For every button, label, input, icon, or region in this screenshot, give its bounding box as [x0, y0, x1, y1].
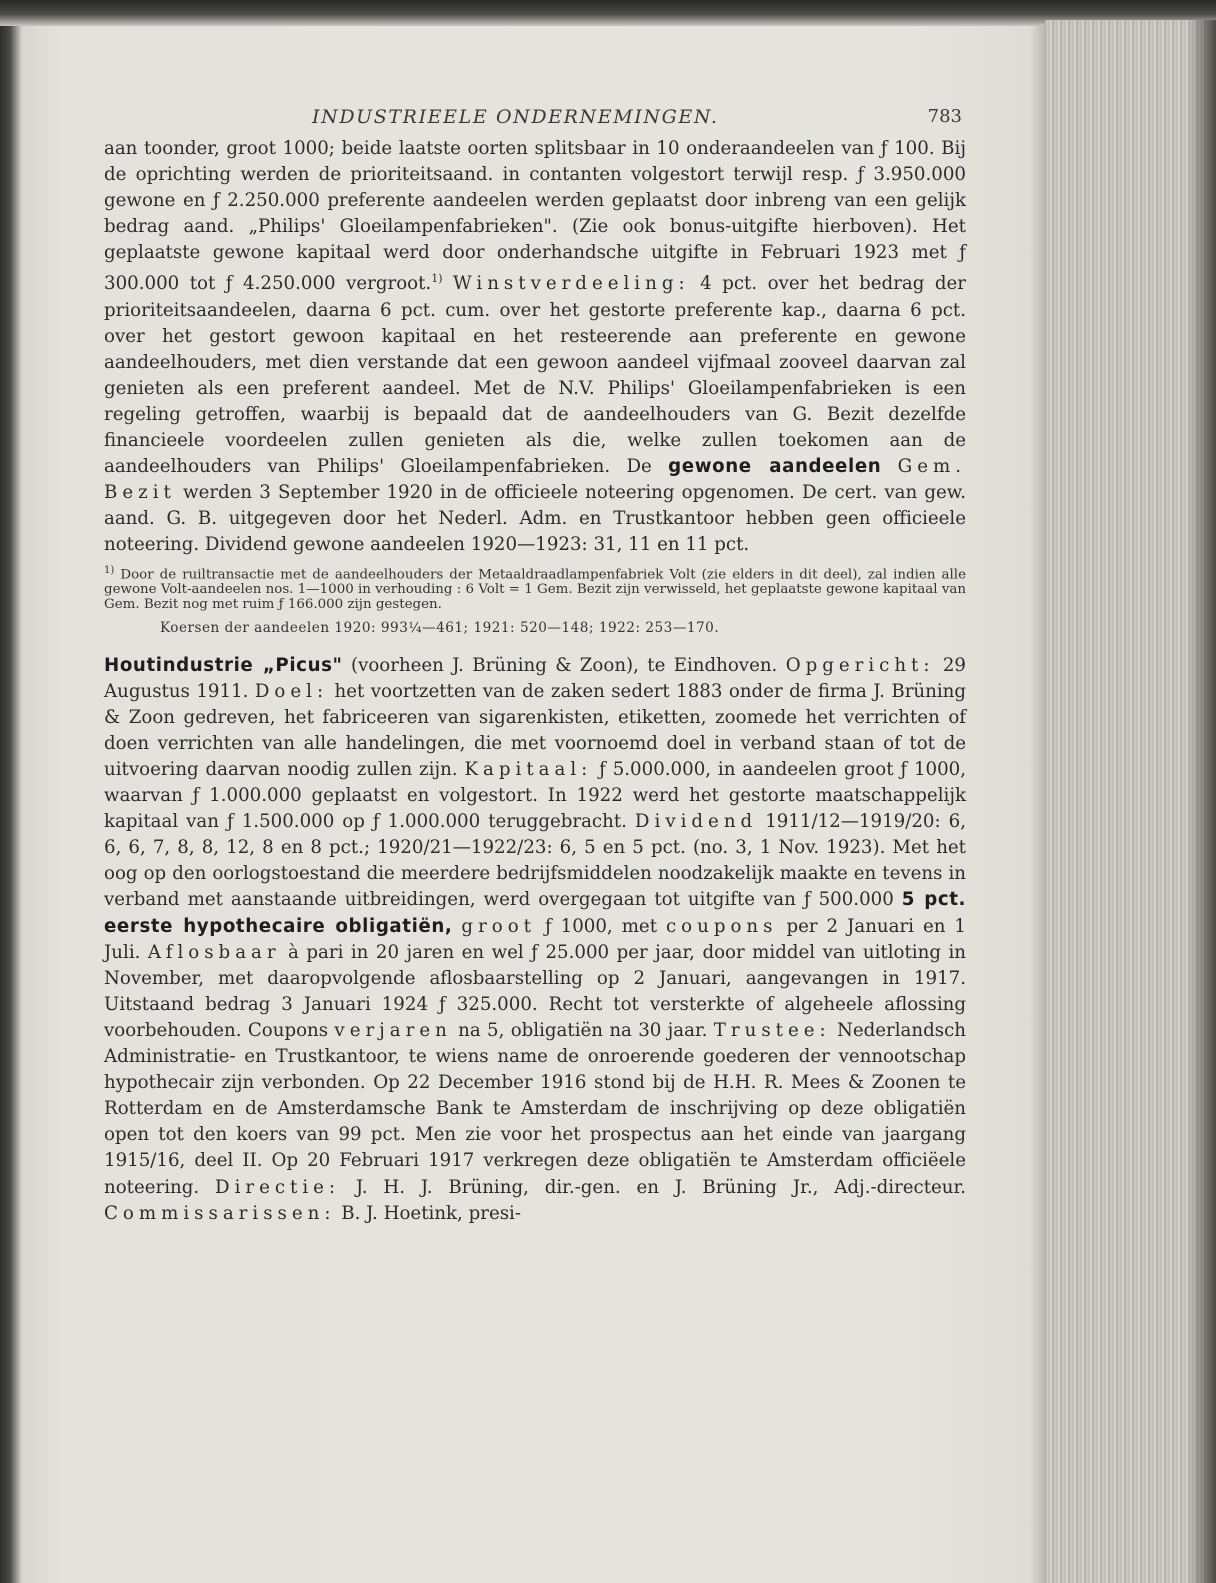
spaced-term-opgericht: Opgericht:: [785, 654, 935, 676]
paragraph-houtindustrie-picus: [104, 653, 966, 1227]
text-run: B. J. Hoetink, presi-: [335, 1202, 522, 1224]
text-run: werden 3 September 1920 in de officieele noteering opgenomen. De cert. van gew. aand. G. B. uitgegeven door het Nederl. Adm. en Trustkantoor hebben geen officieele noteering. Dividend gewone aandeelen 1920—1923: 31, 11 en 11 pct.: [104, 482, 966, 556]
spaced-term-groot: groot: [461, 915, 536, 937]
text-run: per 2 Januari en 1 Juli.: [104, 915, 966, 963]
page-header: [104, 100, 966, 136]
spaced-term-coupons: coupons: [665, 915, 778, 937]
spaced-term-trustee: Trustee:: [713, 1019, 831, 1041]
text-run: J. H. J. Brüning, dir.-gen. en J. Brüning Jr., Adj.-directeur.: [340, 1176, 966, 1198]
spaced-term-winstverdeeling: Winstverdeeling:: [453, 273, 690, 295]
spaced-term-doel: Doel:: [254, 680, 329, 702]
book-page-edges: [1045, 20, 1216, 1583]
text-run: 1911/12—1919/20: 6, 6, 6, 7, 8, 8, 12, 8 en 8 pct.; 1920/21—1922/23: 6, 5 en 5 pct. (no. 3, 1 Nov. 1923). Met het oog op den oorlogstoestand die meerdere bedrijfsmiddelen noodzakelijk maakte en tevens in verband met aanstaande uitbreidingen, werd overgegaan tot uitgifte van ƒ 500.000: [104, 811, 966, 911]
text-run: (voorheen J. Brüning & Zoon), te Eindhoven.: [342, 654, 786, 676]
page-content: [104, 100, 966, 1550]
bold-term-obligatien: 5 pct. eerste hypothecaire obligatiën,: [104, 889, 967, 937]
footnote: [104, 563, 966, 613]
text-run: ƒ 1000, met: [535, 915, 666, 937]
text-run: ƒ 5.000.000, in aandeelen groot ƒ 1000, waarvan ƒ 1.000.000 geplaatst en volgestort. In 1922 werd het gestorte maatschappelijk kapitaal van ƒ 1.500.000 op ƒ 1.000.000 teruggebracht.: [104, 759, 967, 833]
paragraph-gem-bezit: [104, 136, 966, 559]
spaced-term-commissarissen: Commissarissen:: [104, 1202, 336, 1224]
footnote-reference: 1): [431, 272, 443, 286]
running-head: INDUSTRIEELE ONDERNEMINGEN.: [312, 106, 719, 128]
text-run: het voortzetten van de zaken sedert 1883 onder de firma J. Brüning & Zoon gedreven, het fabriceeren van sigarenkisten, etiketten, zoomede het verrichten of doen verrichten van alle handelingen, die met voornoemd doel in verband staan of tot de uitvoering daarvan noodig zullen zijn.: [104, 680, 966, 781]
share-prices-line: Koersen der aandeelen 1920: 993¼—461; 1921: 520—148; 1922: 253—170.: [160, 619, 720, 636]
page-number: 783: [927, 106, 962, 127]
footnote-text: Door de ruiltransactie met de aandeelhouders der Metaaldraadlampenfabriek Volt (zie elders in dit deel), zal indien alle gewone Volt-aandeelen nos. 1—1000 in verhouding : 6 Volt = 1 Gem. Bezit zijn verwisseld, het geplaatste gewone kapitaal van Gem. Bezit nog met ruim ƒ 166.000 zijn gestegen.: [104, 567, 966, 613]
company-name-heading: Houtindustrie „Picus": [104, 654, 343, 676]
spaced-term-gem-bezit: Gem. Bezit: [104, 456, 966, 504]
spaced-term-verjaren: verjaren: [334, 1019, 452, 1041]
spaced-term-dividend: Dividend: [634, 811, 758, 833]
text-run: aan toonder, groot 1000; beide laatste oorten splitsbaar in 10 onderaandeelen van ƒ 100. Bij de oprichting werden de prioriteitsaand. in contanten volgestort terwijl resp. ƒ 3.950.000 gewone en ƒ 2.250.000 preferente aandeelen werden geplaatst door inbreng van een gelijk bedrag aand. „Philips' Gloeilampenfabrieken". (Zie ook bonus-uitgifte hierboven). Het geplaatste gewone kapitaal werd door onderhandsche uitgifte in Februari 1923 met ƒ 300.000 tot ƒ 4.250.000 vergroot.: [104, 138, 966, 295]
spaced-term-kapitaal: Kapitaal:: [464, 759, 593, 781]
footnote-mark: 1): [104, 564, 115, 576]
text-run: 29 Augustus 1911.: [104, 654, 966, 702]
spaced-term-directie: Directie:: [215, 1176, 341, 1198]
spaced-term-aflosbaar: Aflosbaar: [147, 941, 281, 963]
text-run: 4 pct. over het bedrag der prioriteitsaandeelen, daarna 6 pct. cum. over het gestorte preferente kap., daarna 6 pct. over het gestort gewoon kapitaal en het resteerende aan preferente en gewone aandeelhouders, met dien verstande dat een gewoon aandeel vijfmaal zooveel daarvan zal genieten als een preferent aandeel. Met de N.V. Philips' Gloeilampenfabrieken is een regeling getroffen, waarbij is bepaald dat de aandeelhouders van G. Bezit dezelfde financieele voordeelen zullen genieten als die, welke zullen toekomen aan de aandeelhouders van Philips' Gloeilampenfabrieken. De: [104, 273, 966, 478]
bold-term-gewone-aandeelen: gewone aandeelen: [668, 456, 882, 478]
text-run: Nederlandsch Administratie- en Trustkantoor, te wiens name de onroerende goederen der vennootschap hypothecair zijn verbonden. Op 22 December 1916 stond bij de H.H. R. Mees & Zoonen te Rotterdam en de Amsterdamsche Bank te Amsterdam de inschrijving op deze obligatiën open tot den koers van 99 pct. Men zie voor het prospectus aan het einde van jaargang 1915/16, deel II. Op 20 Februari 1917 verkregen deze obligatiën te Amsterdam officiëele noteering.: [104, 1019, 966, 1198]
scan-top-edge: [0, 0, 1216, 26]
text-run: na 5, obligatiën na 30 jaar.: [451, 1019, 714, 1041]
text-run: à pari in 20 jaren en wel ƒ 25.000 per jaar, door middel van uitloting in November, met daaropvolgende aflosbaarstelling op 2 Januari, aangevangen in 1917. Uitstaand bedrag 3 Januari 1924 ƒ 325.000. Recht tot versterkte of algeheele aflossing voorbehouden. Coupons: [104, 941, 966, 1041]
